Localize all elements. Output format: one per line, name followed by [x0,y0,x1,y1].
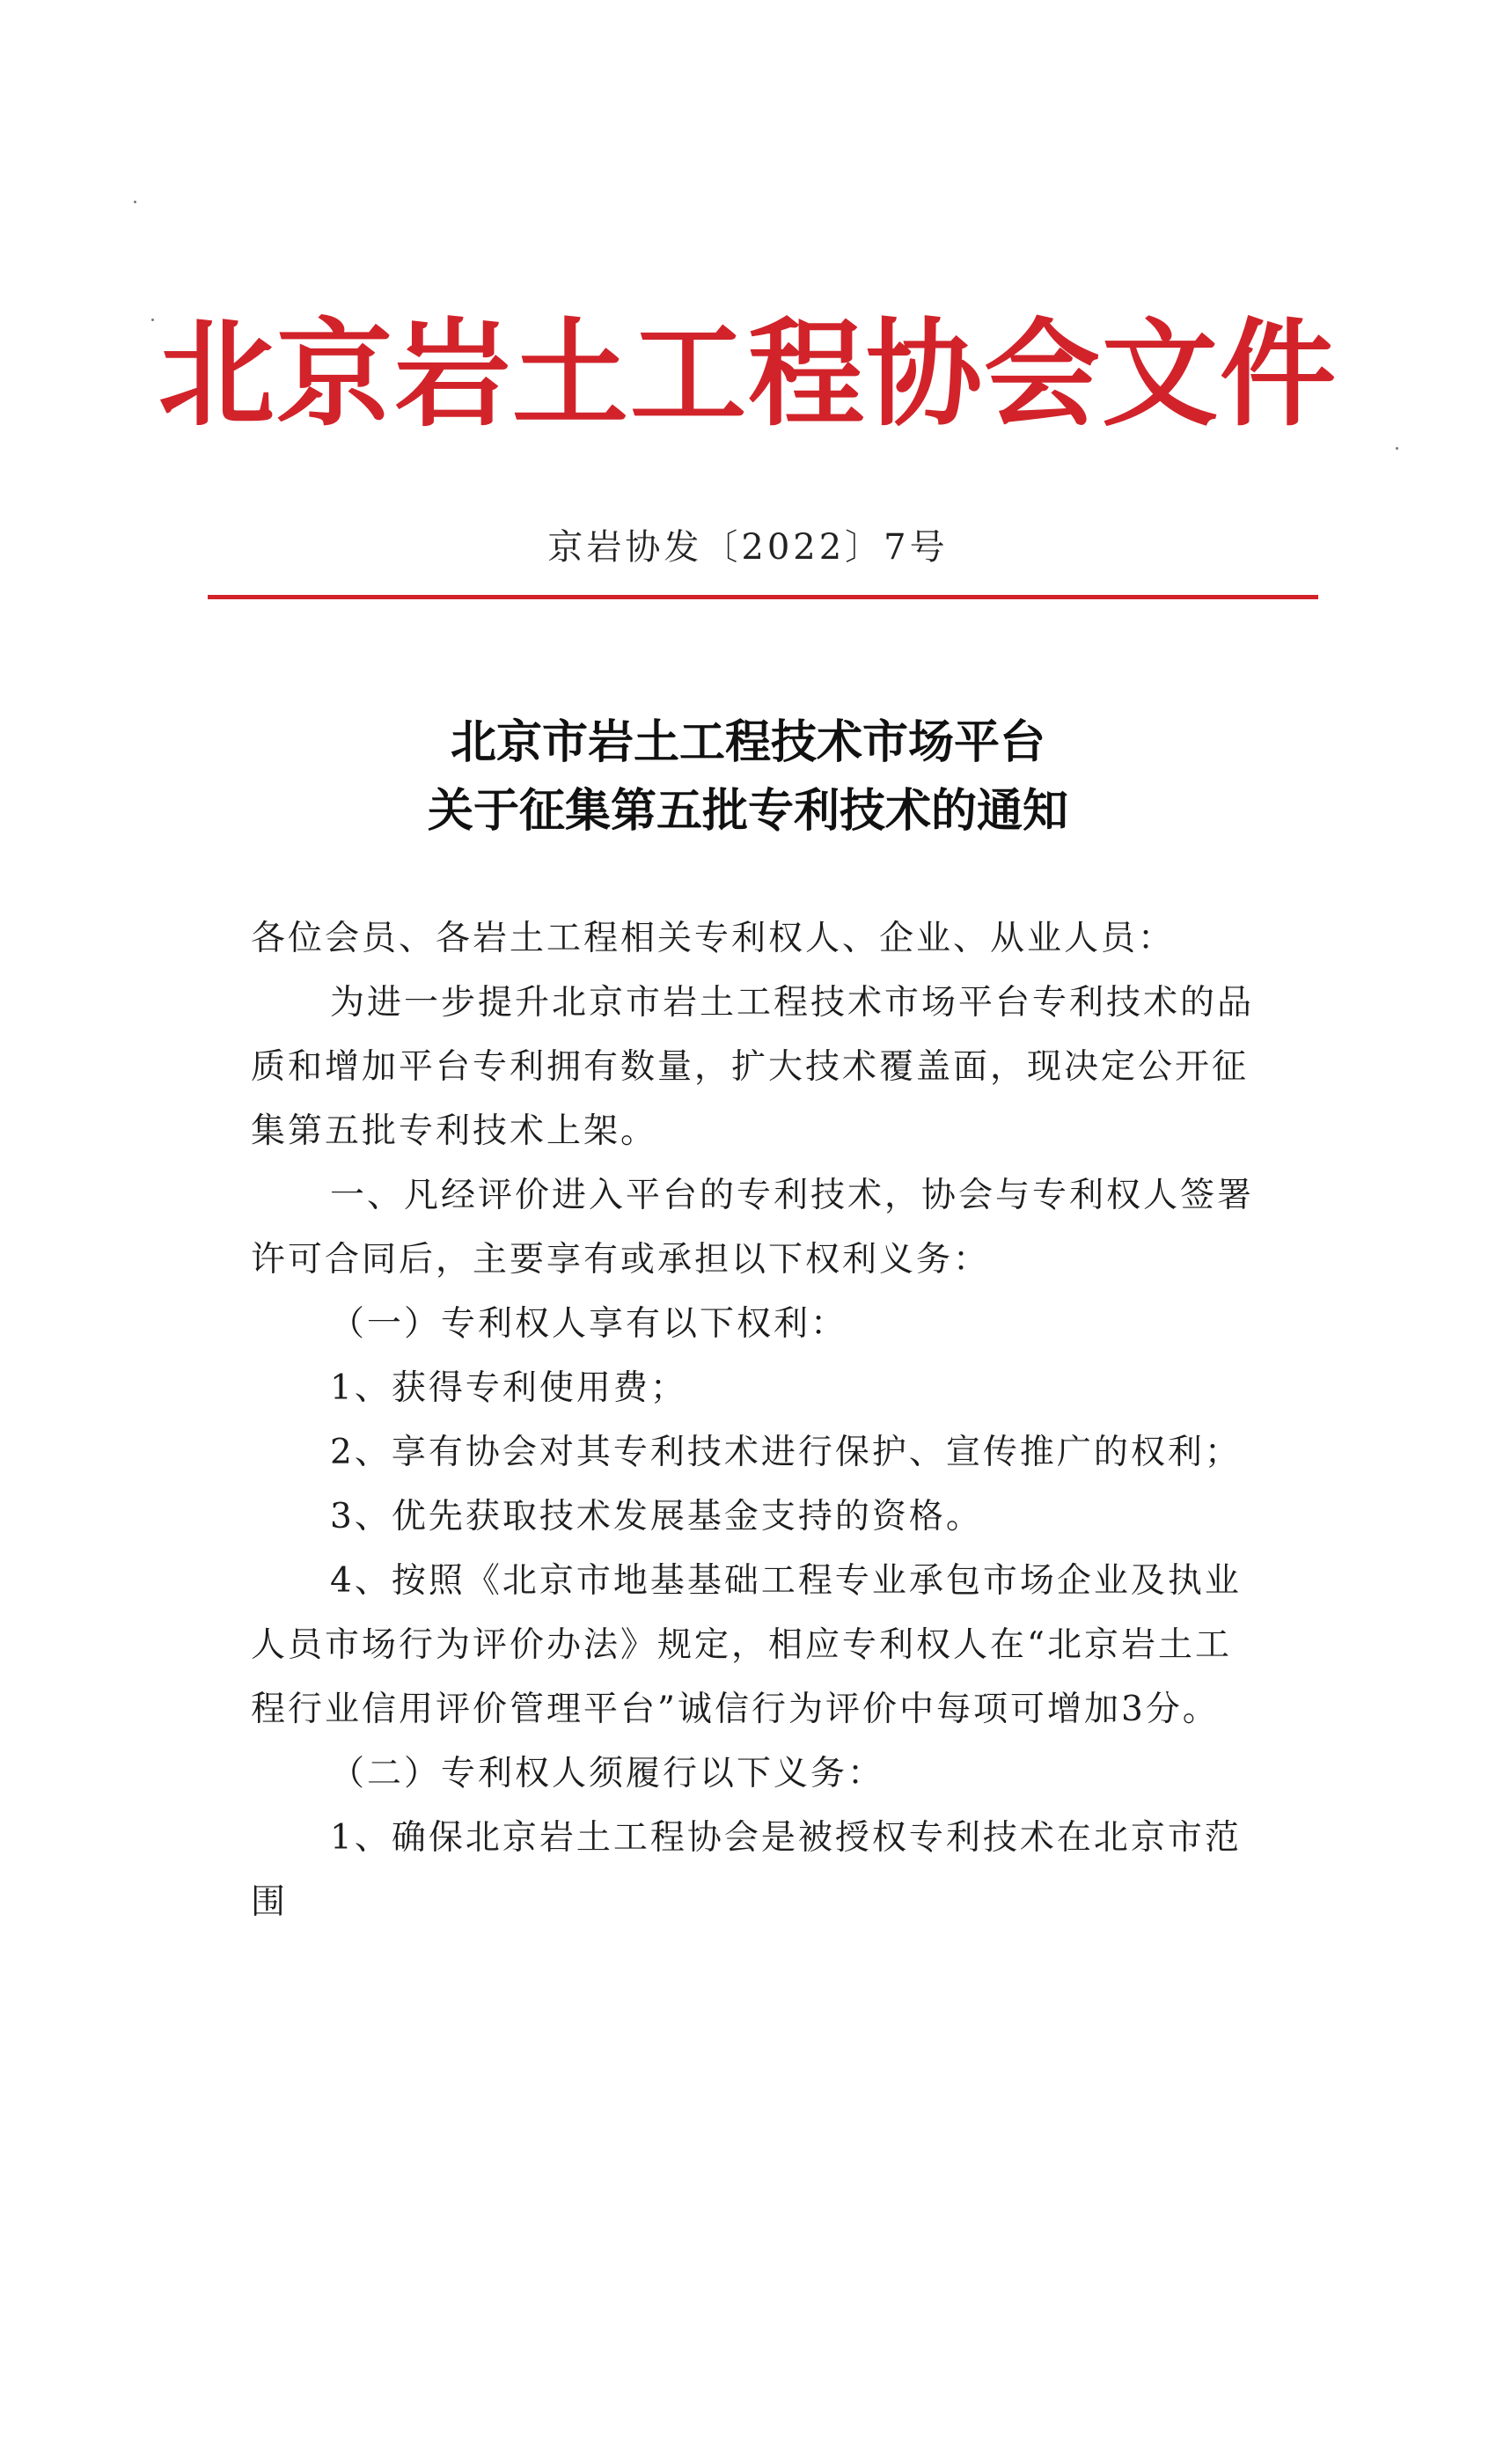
notice-title-line-1: 北京市岩土工程技术市场平台 [450,715,1045,769]
subsection-1-item: 3、优先获取技术发展基金支持的资格。 [330,1497,983,1536]
scan-speck [134,201,136,203]
intro-paragraph: 为进一步提升北京市岩土工程技术市场平台专利技术的品质和增加平台专利拥有数量，扩大技术覆盖面，现决定公开征集第五批专利技术上架。 [251,983,1255,1151]
document-header-title: 北京岩土工程协会文件 [158,307,1338,443]
notice-body [251,906,1263,1934]
scan-speck [151,319,154,321]
section-1-paragraph: 一、凡经评价进入平台的专利技术，协会与专利权人签署许可合同后，主要享有或承担以下权利义务： [251,1176,1255,1280]
scan-speck [1396,447,1398,450]
notice-title [0,708,1496,846]
notice-title-line-2: 关于征集第五批专利技术的通知 [427,784,1068,838]
salutation: 各位会员、各岩土工程相关专利权人、企业、从业人员： [251,919,1176,958]
subsection-1-item: 1、获得专利使用费； [330,1368,687,1408]
subsection-1-title: （一）专利权人享有以下权利： [330,1304,848,1344]
subsection-1-item: 2、享有协会对其专利技术进行保护、宣传推广的权利； [330,1433,1242,1472]
subsection-2-title: （二）专利权人须履行以下义务： [330,1754,885,1793]
subsection-2-item: 1、确保北京岩土工程协会是被授权专利技术在北京市范围 [251,1818,1242,1922]
subsection-1-item: 4、按照《北京市地基基础工程专业承包市场企业及执业人员市场行为评价办法》规定，相应专利权人在“北京岩土工程行业信用评价管理平台”诚信行为评价中每项可增加3分。 [251,1561,1242,1729]
document-number: 京岩协发〔2022〕7号 [547,527,949,568]
red-divider [208,595,1318,599]
